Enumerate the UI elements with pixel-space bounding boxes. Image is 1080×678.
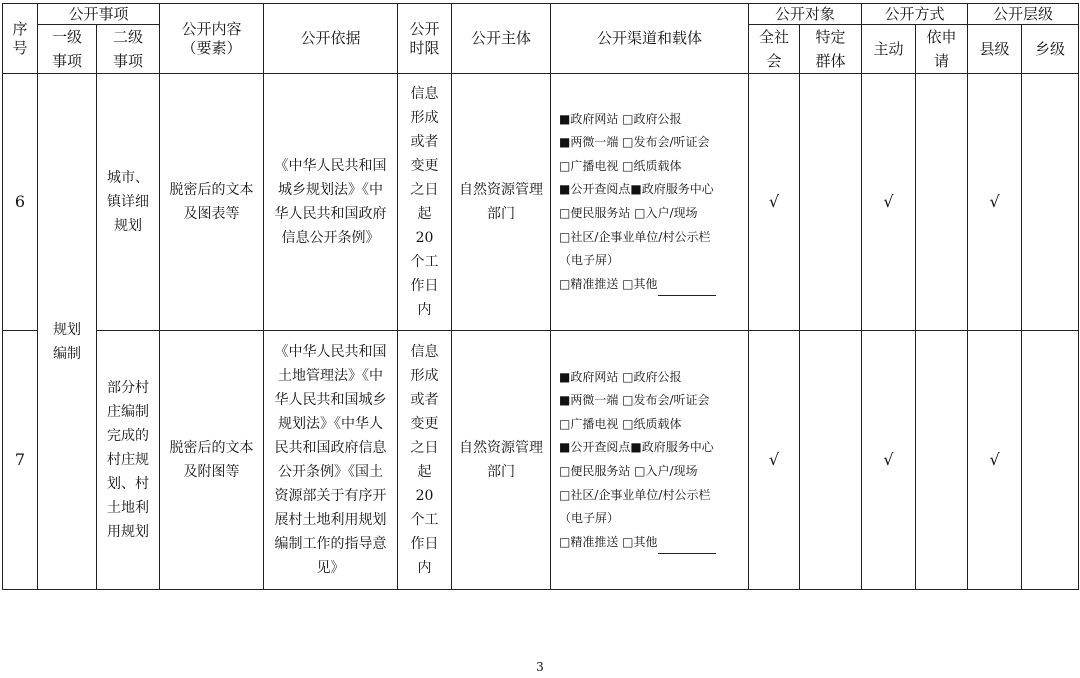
header-level-group: 公开层级	[968, 4, 1079, 25]
check-target-all: √	[749, 74, 800, 331]
channel-line: □社区/企事业单位/村公示栏	[559, 487, 711, 502]
header-channel: 公开渠道和载体	[551, 4, 749, 74]
row-content: 脱密后的文本及图表等	[160, 74, 264, 331]
check-level-township	[1022, 74, 1079, 331]
row-basis: 《中华人民共和国城乡规划法》《中华人民共和国政府信息公开条例》	[264, 74, 398, 331]
header-subject: 公开主体	[452, 4, 551, 74]
check-method-apply	[916, 331, 968, 590]
page-number: 3	[536, 660, 544, 674]
channel-line: □便民服务站 □入户/现场	[559, 206, 698, 220]
channel-line: ■公开查阅点■政府服务中心	[559, 440, 714, 455]
channel-line: （电子屏）	[559, 511, 620, 526]
header-level-township: 乡级	[1022, 25, 1079, 74]
header-level1: 一级事项	[38, 25, 97, 74]
channel-line-other: □精准推送 □其他	[559, 531, 748, 555]
header-level-county: 县级	[968, 25, 1022, 74]
channel-line: ■两微一端 □发布会/听证会	[559, 135, 710, 150]
row-subject: 自然资源管理部门	[452, 74, 551, 331]
row-level2: 城市、镇详细规划	[97, 74, 160, 331]
channel-line: □社区/企事业单位/村公示栏	[559, 229, 711, 244]
row-seq: 7	[3, 331, 38, 590]
row-channels	[551, 331, 749, 590]
check-target-specific	[800, 331, 862, 590]
row-period: 信息形成或者变更之日起20个工作日内	[398, 331, 452, 590]
check-method-active: √	[862, 331, 916, 590]
check-level-township	[1022, 331, 1079, 590]
row-channels	[551, 74, 749, 331]
check-method-apply	[916, 74, 968, 331]
table-row	[3, 331, 1079, 590]
level1-item: 规划编制	[38, 74, 97, 590]
header-seq: 序号	[3, 4, 38, 74]
channel-line: □广播电视 □纸质载体	[559, 416, 682, 431]
header-method-active: 主动	[862, 25, 916, 74]
channel-line: ■两微一端 □发布会/听证会	[559, 393, 710, 408]
channel-line: ■政府网站 □政府公报	[559, 369, 682, 384]
table-row	[3, 74, 1079, 331]
header-target-specific: 特定群体	[800, 25, 862, 74]
row-level2: 部分村庄编制完成的村庄规划、村土地利用规划	[97, 331, 160, 590]
header-target-all: 全社会	[749, 25, 800, 74]
channel-line: □广播电视 □纸质载体	[559, 158, 682, 173]
disclosure-table	[2, 3, 1079, 590]
header-item-group: 公开事项	[38, 4, 160, 25]
channel-line: □便民服务站 □入户/现场	[559, 464, 698, 478]
check-target-all: √	[749, 331, 800, 590]
channel-line-other: □精准推送 □其他	[559, 273, 748, 297]
channel-line: ■公开查阅点■政府服务中心	[559, 182, 714, 197]
row-basis: 《中华人民共和国土地管理法》《中华人民共和国城乡规划法》《中华人民共和国政府信息公开条例》《国土资源部关于有序开展村土地利用规划编制工作的指导意见》	[264, 331, 398, 590]
row-subject: 自然资源管理部门	[452, 331, 551, 590]
header-method-apply: 依申请	[916, 25, 968, 74]
row-seq: 6	[3, 74, 38, 331]
check-level-county: √	[968, 331, 1022, 590]
header-level2: 二级事项	[97, 25, 160, 74]
header-period: 公开时限	[398, 4, 452, 74]
channel-line: （电子屏）	[559, 253, 620, 268]
header-method-group: 公开方式	[862, 4, 968, 25]
row-period: 信息形成或者变更之日起20个工作日内	[398, 74, 452, 331]
header-basis: 公开依据	[264, 4, 398, 74]
check-method-active: √	[862, 74, 916, 331]
check-target-specific	[800, 74, 862, 331]
check-level-county: √	[968, 74, 1022, 331]
header-content: 公开内容（要素）	[160, 4, 264, 74]
header-target-group: 公开对象	[749, 4, 862, 25]
channel-line: ■政府网站 □政府公报	[559, 111, 682, 126]
row-content: 脱密后的文本及附图等	[160, 331, 264, 590]
